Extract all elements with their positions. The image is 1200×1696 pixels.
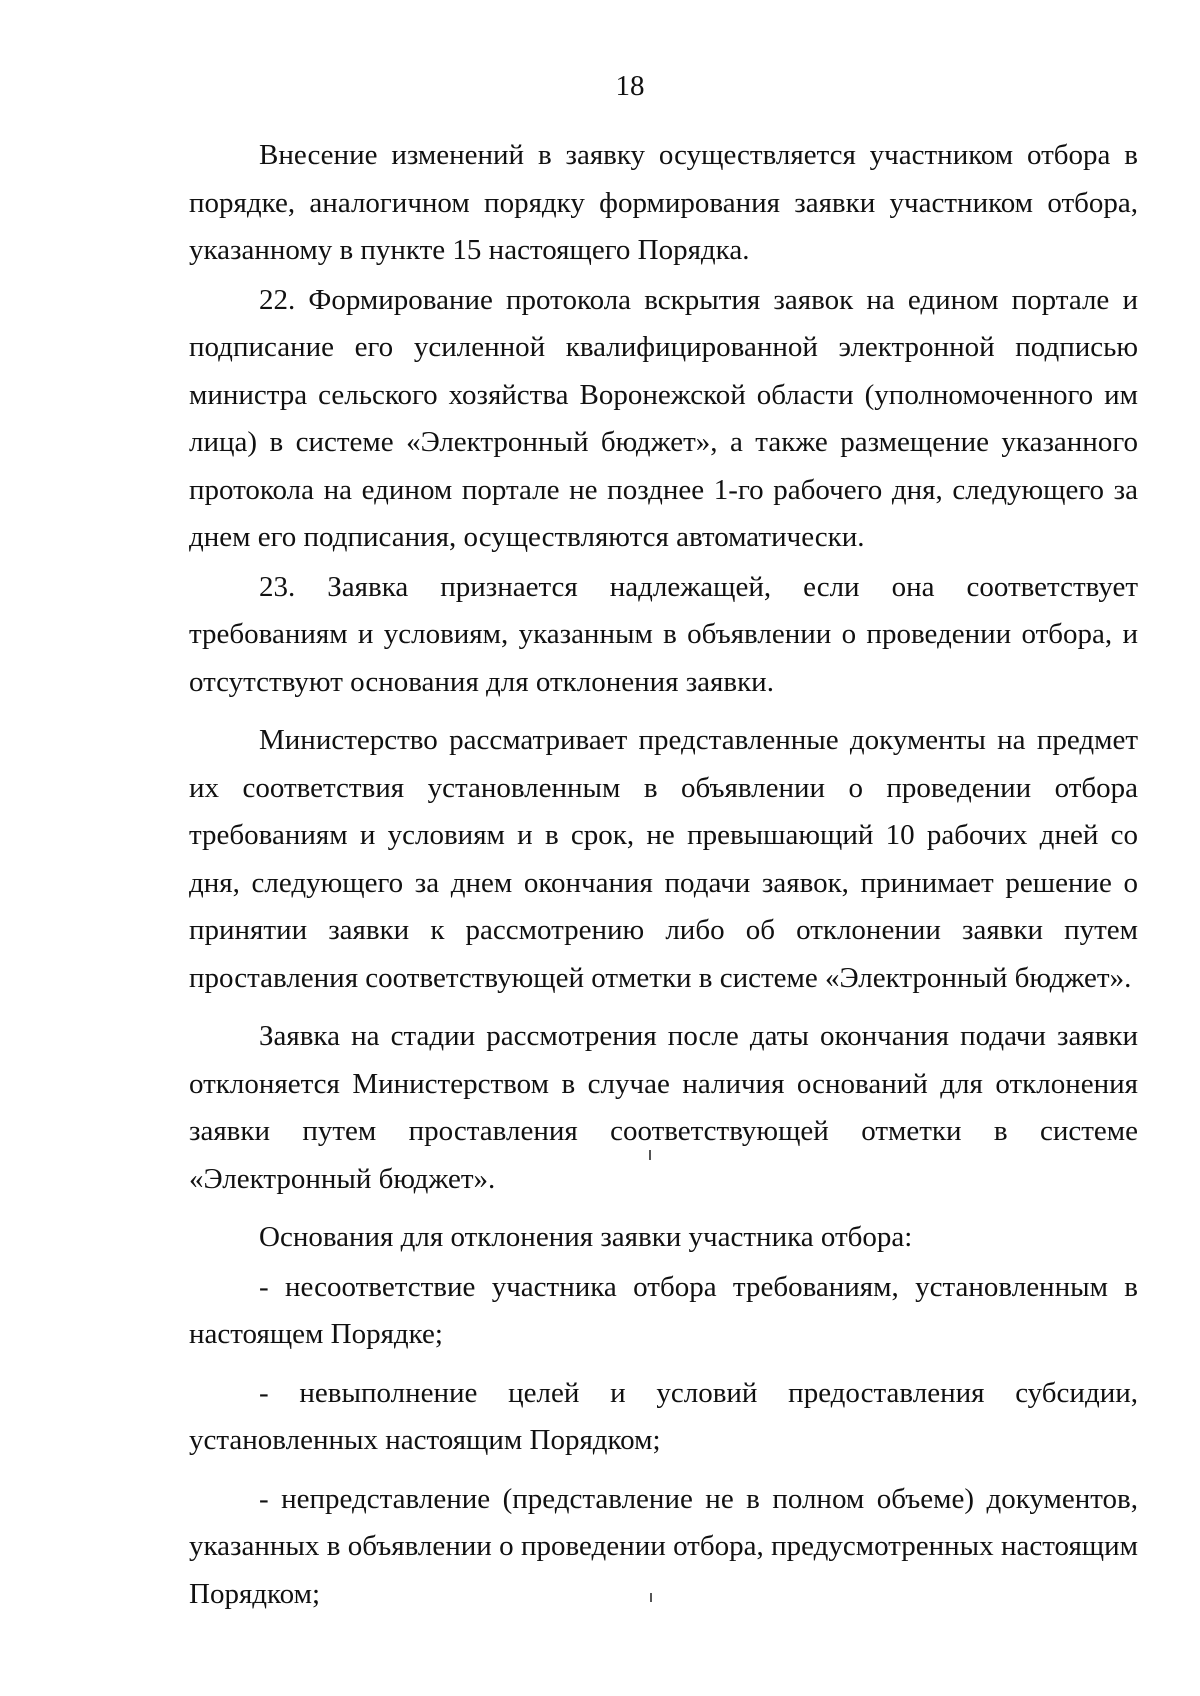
paragraph-amendments: Внесение изменений в заявку осуществляется участником отбора в порядке, аналогичном порядку формирования заявки участником отбора, указанному в пункте 15 настоящего Порядка.: [189, 139, 1138, 266]
scan-artifact-mark: [650, 1593, 652, 1602]
paragraph-23-proper-application: 23. Заявка признается надлежащей, если она соответствует требованиям и условиям, указанным в объявлении о проведении отбора, и отсутствуют основания для отклонения заявки.: [189, 570, 1138, 698]
list-item-ground-3: - непредставление (представление не в полном объеме) документов, указанных в объявлении о проведении отбора, предусмотренных настоящим Порядком;: [189, 1482, 1138, 1610]
paragraph-rejection-stage: Заявка на стадии рассмотрения после даты окончания подачи заявки отклоняется Министерством в случае наличия оснований для отклонения заявки путем проставления соответствующей отметки в системе «Электронный бюджет».: [189, 1020, 1138, 1195]
page-number: 18: [615, 70, 645, 102]
paragraph-22-protocol: 22. Формирование протокола вскрытия заявок на едином портале и подписание его усиленной квалифицированной электронной подписью министра сельского хозяйства Воронежской области (уполномоченного им лица) в системе «Электронный бюджет», а также размещение указанного протокола на едином портале не позднее 1-го рабочего дня, следующего за днем его подписания, осуществляются автоматически.: [189, 283, 1138, 553]
document-body: [189, 132, 1138, 1618]
scan-artifact-mark: [649, 1150, 651, 1160]
paragraph-ministry-review: Министерство рассматривает представленные документы на предмет их соответствия установленным в объявлении о проведении отбора требованиям и условиям и в срок, не превышающий 10 рабочих дней со дня, следующего за днем окончания подачи заявок, принимает решение о принятии заявки к рассмотрению либо об отклонении заявки путем проставления соответствующей отметки в системе «Электронный бюджет».: [189, 724, 1138, 994]
paragraph-rejection-grounds-heading: Основания для отклонения заявки участника отбора:: [259, 1221, 913, 1253]
list-item-ground-1: - несоответствие участника отбора требованиям, установленным в настоящем Порядке;: [189, 1270, 1138, 1350]
list-item-ground-2: - невыполнение целей и условий предоставления субсидии, установленных настоящим Порядком;: [189, 1376, 1138, 1456]
